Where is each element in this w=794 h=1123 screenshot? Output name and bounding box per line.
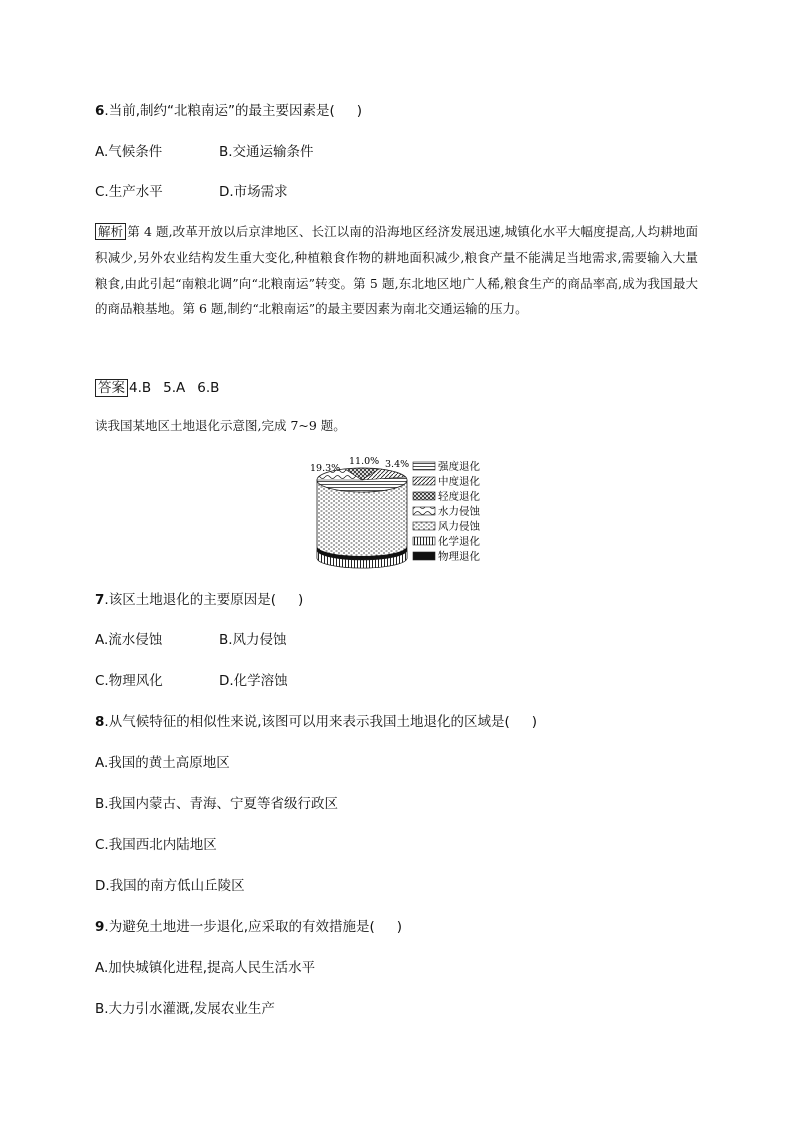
question-9-text: .为避免土地进一步退化,应采取的有效措施是( [104, 919, 375, 935]
legend-label-medium: 中度退化 [438, 475, 480, 488]
question-6-option-d[interactable]: D.市场需求 [219, 184, 288, 200]
question-6-option-b[interactable]: B.交通运输条件 [219, 144, 314, 160]
legend-swatch-wind [413, 522, 435, 530]
question-7-number: 7 [95, 592, 105, 608]
question-9-stem [95, 918, 402, 936]
question-7-stem [95, 591, 303, 609]
question-9-option-b[interactable]: B.大力引水灌溉,发展农业生产 [95, 1001, 275, 1017]
question-8-number: 8 [95, 714, 105, 730]
question-8-option-a[interactable]: A.我国的黄土高原地区 [95, 755, 230, 771]
figure-intro: 读我国某地区土地退化示意图,完成 7~9 题。 [95, 418, 346, 433]
percent-label-3: 3.4% [385, 459, 410, 470]
legend-swatch-water [413, 507, 435, 515]
question-8-option-b[interactable]: B.我国内蒙古、青海、宁夏等省级行政区 [95, 796, 339, 812]
legend-label-chemical: 化学退化 [438, 535, 480, 548]
legend-label-water: 水力侵蚀 [438, 505, 480, 518]
legend-label-strong: 强度退化 [438, 460, 480, 473]
answer-item-5: 5.A [163, 380, 186, 396]
legend [413, 460, 480, 563]
question-9-option-a[interactable]: A.加快城镇化进程,提高人民生活水平 [95, 960, 316, 976]
question-6-text: .当前,制约“北粮南运”的最主要因素是( [104, 103, 335, 119]
question-7-text: .该区土地退化的主要原因是( [104, 592, 276, 608]
question-7-option-b[interactable]: B.风力侵蚀 [219, 632, 287, 648]
question-8-stem [95, 713, 537, 731]
legend-swatch-physical [413, 552, 435, 560]
answer-tag: 答案 [95, 379, 128, 397]
question-7-close-paren: ) [297, 592, 304, 608]
legend-label-light: 轻度退化 [438, 490, 480, 503]
question-6-option-a[interactable]: A.气候条件 [95, 144, 163, 160]
answer-item-6: 6.B [197, 380, 220, 396]
land-degradation-figure [305, 450, 495, 575]
question-7-option-d[interactable]: D.化学溶蚀 [219, 673, 288, 689]
question-8-text: .从气候特征的相似性来说,该图可以用来表示我国土地退化的区域是( [104, 714, 510, 730]
question-6-number: 6 [95, 103, 105, 119]
analysis-tag: 解析 [95, 223, 126, 240]
question-8-close-paren: ) [531, 714, 538, 730]
question-8-option-c[interactable]: C.我国西北内陆地区 [95, 837, 217, 853]
question-7-option-c[interactable]: C.物理风化 [95, 673, 163, 689]
answer-item-4: 4.B [129, 380, 152, 396]
question-6-option-c[interactable]: C.生产水平 [95, 184, 163, 200]
legend-swatch-strong [413, 462, 435, 470]
answer-block [95, 376, 219, 396]
question-8-option-d[interactable]: D.我国的南方低山丘陵区 [95, 878, 245, 894]
question-9-number: 9 [95, 919, 105, 935]
legend-swatch-light [413, 492, 435, 500]
question-7-option-a[interactable]: A.流水侵蚀 [95, 632, 163, 648]
legend-label-physical: 物理退化 [438, 550, 480, 563]
analysis-text: 第 4 题,改革开放以后京津地区、长江以南的沿海地区经济发展迅速,城镇化水平大幅度提高,人均耕地面积减少,另外农业结构发生重大变化,种植粮食作物的耕地面积减少,粮食产量不能满足当地需求,需要输入大量粮食,由此引起“南粮北调”向“北粮南运”转变。第 5 题,东北地区地广人稀,粮食生产的商品率高,成为我国最大的商品粮基地。第 6 题,制约“北粮南运”的最主要因素为南北交通运输的压力。 [95, 224, 698, 317]
percent-label-2: 11.0% [349, 456, 380, 467]
question-9-close-paren: ) [396, 919, 403, 935]
question-6-stem [95, 102, 362, 120]
percent-label-1: 19.3% [310, 463, 341, 474]
legend-swatch-chemical [413, 537, 435, 545]
analysis-block [95, 219, 698, 322]
question-6-close-paren: ) [356, 103, 363, 119]
legend-label-wind: 风力侵蚀 [438, 520, 480, 533]
legend-swatch-medium [413, 477, 435, 485]
